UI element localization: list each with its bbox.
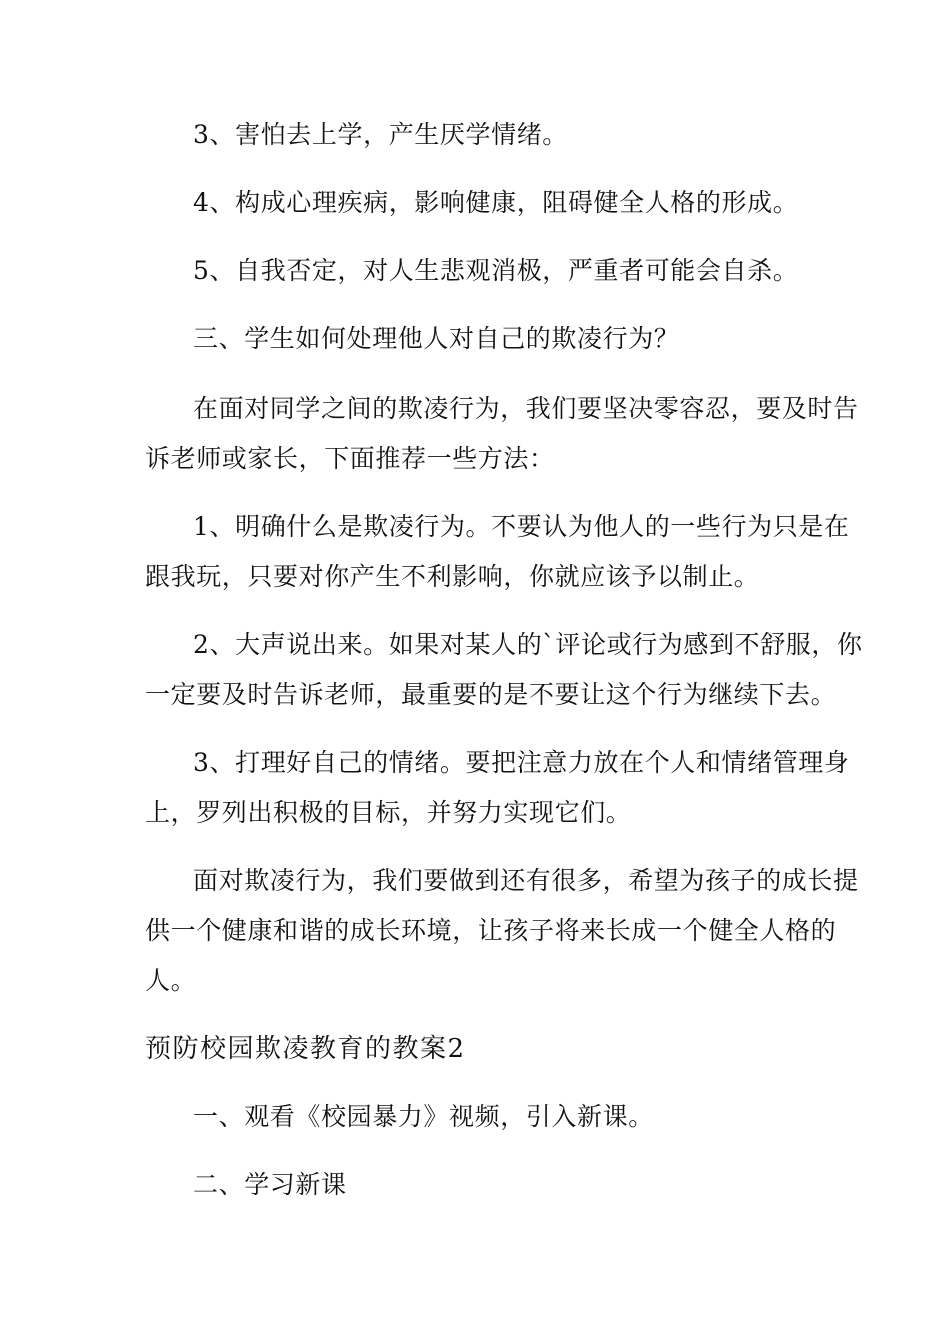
paragraph-intro-line-2: 诉老师或家长，下面推荐一些方法： [145, 444, 555, 473]
conclusion-line-1: 面对欺凌行为，我们要做到还有很多，希望为孩子的成长提 [193, 866, 859, 895]
list-item-4-psychological-illness: 4、构成心理疾病，影响健康，阻碍健全人格的形成。 [193, 188, 799, 217]
lesson-plan-2-title: 预防校园欺凌教育的教案2 [145, 1034, 466, 1064]
paragraph-intro-line-1: 在面对同学之间的欺凌行为，我们要坚决零容忍，要及时告 [193, 394, 859, 423]
conclusion-line-3: 人。 [145, 966, 197, 995]
method-3-line-1: 3、打理好自己的情绪。要把注意力放在个人和情绪管理身 [193, 748, 850, 777]
method-2-line-1: 2、大声说出来。如果对某人的`评论或行为感到不舒服，你 [193, 630, 863, 659]
method-1-line-2: 跟我玩，只要对你产生不利影响，你就应该予以制止。 [145, 562, 760, 591]
method-2-line-2: 一定要及时告诉老师，最重要的是不要让这个行为继续下去。 [145, 680, 837, 709]
conclusion-line-2: 供一个健康和谐的成长环境，让孩子将来长成一个健全人格的 [145, 916, 837, 945]
method-1-line-1: 1、明确什么是欺凌行为。不要认为他人的一些行为只是在 [193, 512, 850, 541]
method-3-line-2: 上，罗列出积极的目标，并努力实现它们。 [145, 798, 632, 827]
lesson-step-1: 一、观看《校园暴力》视频，引入新课。 [193, 1102, 654, 1131]
list-item-3-fear-school: 3、害怕去上学，产生厌学情绪。 [193, 120, 568, 149]
lesson-step-2: 二、学习新课 [193, 1170, 347, 1199]
list-item-5-self-denial: 5、自我否定，对人生悲观消极，严重者可能会自杀。 [193, 256, 799, 285]
section-heading-3: 三、学生如何处理他人对自己的欺凌行为？ [193, 324, 680, 353]
